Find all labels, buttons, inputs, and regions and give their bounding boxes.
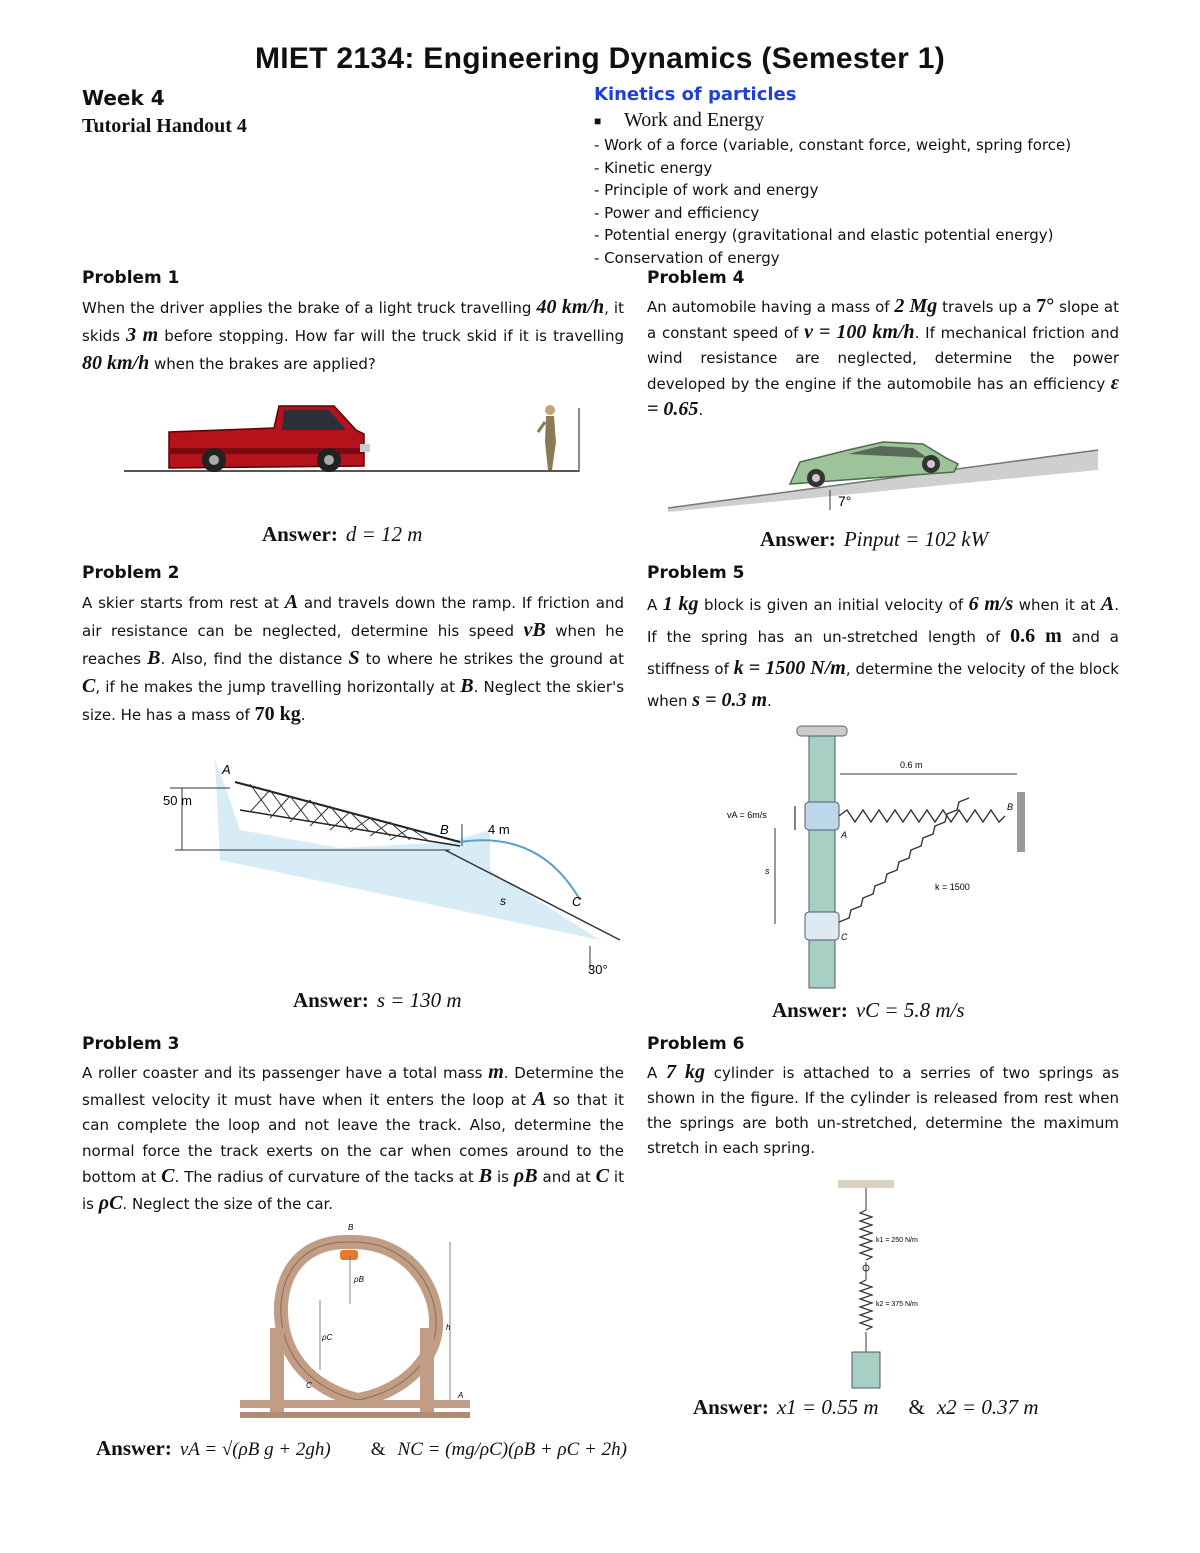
rho-c-label: ρC	[322, 1333, 333, 1342]
topic-item: - Potential energy (gravitational and elastic potential energy)	[594, 226, 1054, 245]
topics-heading: Kinetics of particles	[594, 84, 797, 105]
problem-5-title: Problem 5	[647, 563, 745, 583]
page-title: MIET 2134: Engineering Dynamics (Semester 1)	[254, 42, 946, 75]
two-spring-figure	[830, 1180, 970, 1390]
bullet-icon: ■	[594, 113, 602, 128]
problem-2-title: Problem 2	[82, 563, 180, 583]
car-slope-figure	[668, 432, 1108, 512]
height-h-label: h	[446, 1323, 451, 1332]
problem-6-text: A 7 kg cylinder is attached to a serries of two springs as shown in the figure. If the cylinder is released from rest when the springs are both un-stretched, determine the maximum stretch in each spring.	[647, 1061, 1120, 1157]
problem-6	[647, 1034, 1119, 1161]
problem-2-answer: Answer: s = 130 m	[293, 988, 462, 1012]
spring-collar-figure	[725, 722, 1045, 992]
topic-item: - Conservation of energy	[594, 248, 780, 267]
truck-figure	[124, 398, 584, 478]
problem-4-title: Problem 4	[647, 268, 745, 288]
handout-label: Tutorial Handout 4	[82, 115, 247, 137]
problem-1	[82, 268, 624, 378]
problem-3-text: A roller coaster and its passenger have a total mass m. Determine the smallest velocity it must have when it enters the loop at A so that it can complete the loop and not leave the track. Also, determine the normal force the track exerts on the car when comes around to the bottom at C. The radius of curvature of the tacks at B is ρB and at C it is ρC. Neglect the size of the car.	[82, 1061, 624, 1214]
problem-5	[647, 563, 1119, 717]
point-b-label: B	[440, 822, 449, 837]
point-c-label: C	[572, 894, 582, 909]
problem-5-answer: Answer: vC = 5.8 m/s	[772, 998, 965, 1022]
week-label: Week 4	[82, 86, 165, 110]
topics-items	[594, 134, 1154, 270]
distance-s-label: s	[500, 894, 506, 908]
drop-height-label: 4 m	[488, 822, 510, 837]
point-c-label: C	[306, 1381, 312, 1390]
problem-2-text: A skier starts from rest at A and travels down the ramp. If friction and air resistance can be neglected, determine his speed vB when he reaches B. Also, find the distance S to where he strikes the ground at C, if he makes the jump travelling horizontally at B. Neglect the skier's size. He has a mass of 70 kg.	[82, 591, 625, 725]
ramp-height-label: 50 m	[163, 793, 192, 808]
k2-label: k2 = 375 N/m	[876, 1301, 918, 1308]
ramp-angle-label: 30°	[588, 962, 608, 977]
ski-ramp-figure	[160, 760, 630, 980]
problem-3-title: Problem 3	[82, 1034, 180, 1054]
topic-item: - Principle of work and energy	[594, 181, 819, 200]
problem-2	[82, 563, 624, 729]
point-a-label: A	[458, 1391, 464, 1400]
problem-6-answer: Answer: x1 = 0.55 m & x2 = 0.37 m	[693, 1395, 1039, 1419]
problem-4	[647, 268, 1119, 423]
roller-coaster-figure	[240, 1220, 480, 1430]
point-a-label: A	[222, 762, 231, 777]
problem-1-answer: Answer: d = 12 m	[262, 522, 423, 546]
length-label: 0.6 m	[900, 760, 923, 770]
topics-subheading: ■ Work and Energy	[594, 109, 765, 131]
topic-item: - Power and efficiency	[594, 203, 760, 222]
topic-item: - Work of a force (variable, constant force, weight, spring force)	[594, 136, 1072, 154]
problem-3	[82, 1034, 624, 1217]
distance-s-label: s	[765, 866, 770, 876]
topic-item: - Kinetic energy	[594, 158, 713, 177]
k1-label: k1 = 250 N/m	[876, 1237, 918, 1244]
problem-3-answer: Answer: vA = √(ρB g + 2gh) & NC = (mg/ρC)(ρB + ρC + 2h)	[96, 1436, 627, 1460]
collar-c-label: C	[841, 932, 848, 942]
anchor-b-label: B	[1007, 802, 1014, 812]
problem-6-title: Problem 6	[647, 1034, 745, 1054]
problem-5-text: A 1 kg block is given an initial velocity of 6 m/s when it at A. If the spring has an un-stretched length of 0.6 m and a stiffness of k = 1500 N/m, determine the velocity of the block when s = 0.3 m.	[647, 593, 1120, 711]
rho-b-label: ρB	[354, 1275, 364, 1284]
problem-4-text: An automobile having a mass of 2 Mg travels up a 7° slope at a constant speed of v = 100 km/h. If mechanical friction and wind resistance are neglected, determine the power developed by the engine if the automobile has an efficiency ε = 0.65.	[647, 295, 1119, 420]
velocity-label: vA = 6m/s	[727, 810, 767, 820]
stiffness-label: k = 1500	[935, 882, 970, 892]
point-b-label: B	[348, 1223, 354, 1232]
slope-angle-label: 7°	[838, 493, 852, 509]
problem-1-text: When the driver applies the brake of a light truck travelling 40 km/h, it skids 3 m before stopping. How far will the truck skid if it is travelling 80 km/h when the brakes are applied?	[82, 296, 624, 374]
collar-a-label: A	[841, 830, 848, 840]
problem-4-answer: Answer: Pinput = 102 kW	[760, 527, 989, 551]
topics-list	[594, 84, 1154, 270]
problem-1-title: Problem 1	[82, 268, 180, 288]
